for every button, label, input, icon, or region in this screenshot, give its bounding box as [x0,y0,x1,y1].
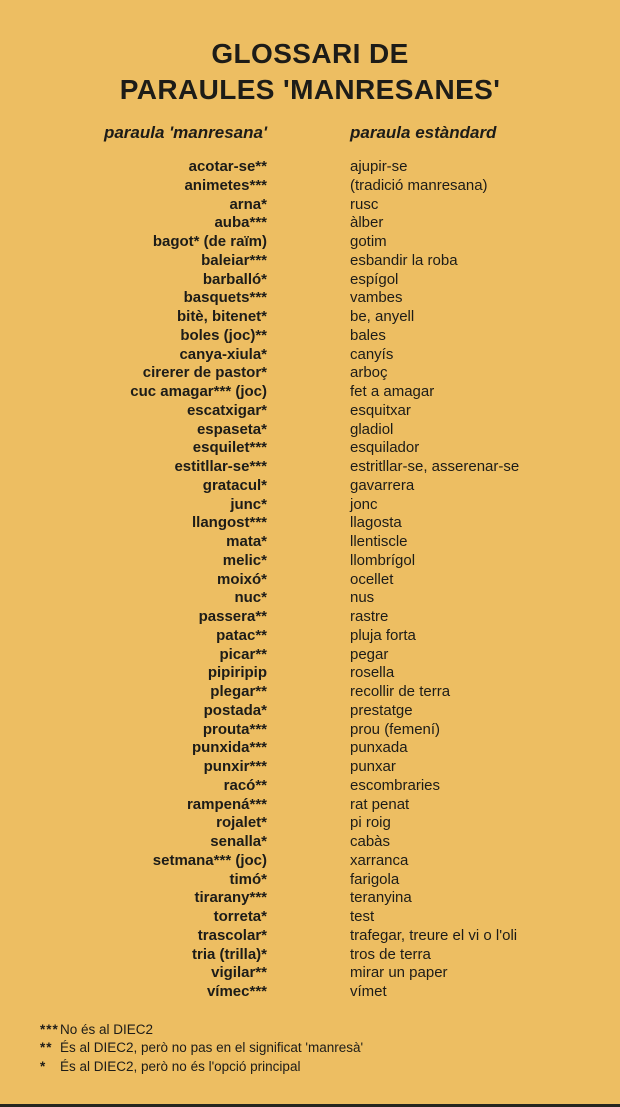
glossary-row [0,589,620,608]
definition-cell: vímet [350,983,387,1000]
term-cell: barballó* [202,270,267,288]
glossary-row [0,571,620,590]
glossary-row [0,683,620,702]
glossary-row [0,871,620,890]
glossary-row [0,289,620,308]
term-cell: junc* [230,495,267,513]
term-cell: torreta* [213,908,267,925]
glossary-row [0,889,620,908]
glossary-row [0,158,620,177]
glossary-row [0,908,620,927]
definition-cell: prou (femení) [350,720,441,738]
definition-cell: nus [350,589,375,607]
column-header-estandard: paraula estàndard [350,123,497,142]
definition-cell: be, anyell [350,308,415,325]
glossary-row [0,702,620,721]
definition-cell: xarranca [350,851,409,869]
glossary-row [0,739,620,758]
term-cell: llangost*** [191,514,267,532]
term-cell: basquets*** [183,289,267,307]
term-cell: melic* [222,551,267,569]
glossary-row [0,233,620,252]
term-cell: racó** [223,776,267,794]
glossary-row [0,271,620,290]
definition-cell: jonc [350,495,378,513]
term-cell: postada* [203,701,267,719]
glossary-row [0,421,620,440]
glossary-row [0,946,620,965]
glossary-row [0,383,620,402]
definition-cell: fet a amagar [350,383,435,400]
term-cell: punxir*** [203,758,267,775]
glossary-row [0,346,620,365]
page-title-line1: GLOSSARI DE [211,38,409,69]
definition-cell: tros de terra [350,945,431,963]
term-cell: pipiripip [207,664,267,682]
glossary-row [0,777,620,796]
glossary-row [0,308,620,327]
glossary-row [0,758,620,777]
definition-cell: esquitxar [350,401,411,419]
glossary-row [0,439,620,458]
definition-cell: prestatge [350,701,413,719]
definition-cell: gavarrera [350,476,415,494]
definition-cell: ajupir-se [350,158,408,175]
term-cell: passera** [198,608,267,625]
definition-cell: pi roig [350,814,391,832]
definition-cell: pegar [350,645,389,663]
term-cell: bitè, bitenet* [176,308,267,325]
definition-cell: rastre [350,608,389,625]
definition-cell: punxar [350,758,396,775]
definition-cell: rosella [350,664,395,682]
term-cell: moixó* [216,570,267,588]
term-cell: esquilet*** [192,439,267,457]
definition-cell: escombraries [350,776,441,794]
definition-cell: trafegar, treure el vi o l'oli [350,926,518,944]
glossary-row [0,852,620,871]
glossary-row [0,646,620,665]
glossary-row [0,608,620,627]
page-title-line2: PARAULES 'MANRESANES' [119,74,501,105]
glossary-row [0,627,620,646]
column-header-manresana: paraula 'manresana' [103,123,267,142]
term-cell: timó* [229,870,267,888]
term-cell: patac** [216,626,267,644]
term-cell: canya-xiula* [179,345,267,363]
definition-cell: teranyina [350,889,412,907]
term-cell: rampená*** [186,795,267,813]
definition-cell: arboç [350,364,388,382]
term-cell: baleiar*** [201,251,267,269]
glossary-row [0,833,620,852]
glossary-row [0,196,620,215]
definition-cell: àlber [350,214,384,232]
term-cell: nuc* [234,589,267,607]
term-cell: boles (joc)** [180,326,267,344]
glossary-row [0,496,620,515]
term-cell: vímec*** [206,983,267,1000]
glossary-row [0,927,620,946]
glossary-row [0,664,620,683]
footnote-item [40,1039,620,1058]
definition-cell: llombrígol [350,551,416,569]
term-cell: cirerer de pastor* [142,364,267,382]
definition-cell: cabàs [350,833,391,850]
footnote-text: És al DIEC2, però no és l'opció principal [60,1058,301,1074]
glossary-row [0,552,620,571]
definition-cell: recollir de terra [350,683,451,700]
glossary-row [0,814,620,833]
term-cell: tirarany*** [194,889,267,907]
glossary-row [0,252,620,271]
glossary-row [0,458,620,477]
glossary-row [0,533,620,552]
glossary-table [0,158,620,1002]
definition-cell: ocellet [350,570,394,588]
term-cell: rojalet* [216,814,267,832]
definition-cell: gotim [350,233,387,250]
footnote-marker: * [40,1058,47,1074]
glossary-row [0,402,620,421]
term-cell: mata* [226,533,267,550]
term-cell: acotar-se** [188,158,267,175]
term-cell: trascolar* [197,926,267,944]
definition-cell: esquilador [350,439,420,457]
definition-cell: test [350,908,375,925]
definition-cell: canyís [350,345,394,363]
term-cell: bagot* (de raïm) [152,233,267,250]
footnotes [40,1021,620,1077]
term-cell: espaseta* [196,420,267,438]
term-cell: prouta*** [202,720,267,738]
column-headers [0,123,620,143]
page-title [0,0,620,108]
term-cell: animetes*** [184,176,267,194]
definition-cell: estritllar-se, asserenar-se [350,458,520,475]
footnote-text: És al DIEC2, però no pas en el significat 'manresà' [60,1040,364,1056]
definition-cell: pluja forta [350,626,416,644]
footnote-marker: ** [40,1040,53,1056]
definition-cell: vambes [350,289,403,307]
definition-cell: bales [350,326,386,344]
glossary-row [0,177,620,196]
definition-cell: llentiscle [350,533,408,550]
term-cell: auba*** [214,214,267,232]
glossary-row [0,327,620,346]
term-cell: setmana*** (joc) [152,851,267,869]
term-cell: punxida*** [191,739,267,757]
glossary-row [0,364,620,383]
term-cell: senalla* [210,833,267,850]
footnote-text: No és al DIEC2 [60,1021,154,1037]
definition-cell: gladiol [350,420,394,438]
definition-cell: farigola [350,870,400,888]
term-cell: cuc amagar*** (joc) [130,383,267,400]
glossary-row [0,214,620,233]
definition-cell: rusc [350,195,379,213]
glossary-row [0,964,620,983]
glossary-row [0,983,620,1002]
term-cell: plegar** [210,683,267,700]
definition-cell: mirar un paper [350,964,448,982]
definition-cell: esbandir la roba [350,251,458,269]
term-cell: vigilar** [211,964,267,982]
term-cell: tria (trilla)* [191,945,267,963]
term-cell: arna* [229,195,267,213]
glossary-row [0,796,620,815]
glossary-row [0,721,620,740]
term-cell: estitllar-se*** [174,458,267,475]
definition-cell: llagosta [350,514,402,532]
footnote-marker: *** [40,1021,59,1037]
definition-cell: espígol [350,270,399,288]
footnote-item [40,1021,620,1040]
term-cell: picar** [219,645,267,663]
footnote-item [40,1058,620,1077]
term-cell: escatxigar* [186,401,267,419]
glossary-row [0,514,620,533]
term-cell: gratacul* [202,476,267,494]
definition-cell: rat penat [350,795,410,813]
definition-cell: (tradició manresana) [350,176,488,194]
glossary-row [0,477,620,496]
definition-cell: punxada [350,739,408,757]
